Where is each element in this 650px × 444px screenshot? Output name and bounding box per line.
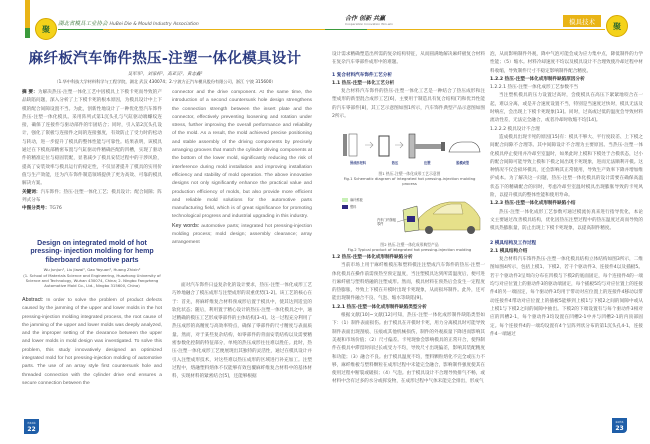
header-yellow-bar — [25, 0, 30, 28]
association-name-en: HuBei Die & Mould Industry Association — [109, 22, 199, 27]
door-plastic-part — [407, 216, 415, 222]
keywords-en-text: automotive parts; integrated hot pressing-injection molding process; mold design; assembly clearance; array arrangement — [172, 223, 313, 246]
fig1-press — [379, 136, 389, 156]
fig1-arrow-2 — [395, 142, 403, 148]
fig2-legend-label: 麻纤维板 — [350, 198, 363, 202]
association-name — [58, 21, 199, 28]
figure-1-caption-cn: 图1 热压-注塑一体化成形工艺示意图 — [378, 171, 441, 176]
abstract-en-part1 — [22, 296, 162, 386]
motto-en: Cooperation Innovation Win-win — [345, 22, 394, 26]
keywords-cn-text: 汽车饰件；热压-注塑一体化工艺；模具设计；配合间隙；阵列式分布 — [22, 189, 162, 203]
fig1-label: 预成形坯料 — [349, 161, 366, 165]
article-authors-en: Wu Junjun¹, Liu Jiazai¹, Gao Yayuan², Huang Zhixin² — [43, 267, 141, 273]
section-1-heading: 1 复合材料汽车饰件工艺分析 — [332, 72, 392, 78]
header-rule-yellow-right — [367, 29, 605, 30]
column-4 — [490, 51, 643, 384]
motto-cn: 合作 创新 共赢 — [345, 15, 386, 22]
page-number-badge-right — [612, 418, 627, 433]
article-affiliation: （1.华中科技大学材料科学与工程学院，湖北 武汉 430074；2.宁波方正汽车模具股份有限公司，浙江 宁波 315600） — [54, 79, 276, 84]
figure-2-caption-en: Fig.2 Typical product of integrated hot pressing-injection molding — [347, 247, 472, 252]
header-rule-green — [58, 29, 103, 30]
fig2-legend-item — [342, 205, 363, 209]
legend-swatch-plastic — [342, 205, 348, 209]
car-wheel-front — [425, 226, 433, 234]
abstract-en-text-2: connector and the drive component. At the same time, the introduction of a second countersunk hole design strengthens the connection strength between the insert plate and the connector, effectively preventing loosening and rotation under stress, further improving the overall performance and reliability of the mold. As a result, the mold achieved precise positioning and stable assembly of the driving components by precisely arranging grooves that match the cylinder driving components at the bottom of the lower mold, significantly reducing the risk of interference during mold installation and improving installation efficiency and stability of mold operation. The above innovative designs not only significantly enhance the practical value and production efficiency of molds, but also provide more efficient and reliable mold solutions for the automotive parts manufacturing field, which is of great significance for promoting technological progress and industrial upgrading in this industry. — [172, 90, 312, 220]
fig1-labels — [337, 161, 482, 165]
fig2-callout: 汽车门内饰板零件 — [377, 218, 397, 226]
section-1-2-1-heading: 1.2.1 热压-注塑一体化成形制件缺陷类型分析 — [332, 304, 427, 310]
article-title-en: Design on integrated mold of hot pressing- injection molding for hemp fiberboard automotive parts — [30, 240, 154, 264]
abstract-cn-text: 为解决热压-注塑一体化工艺中因模具上下模卡死而导致的产品缺陷问题，深入分析了上下模卡死的根本原因，为模具设计中上下模的配合间隙设置不当。为此，创新性地设计了一种优化型汽车饰件热压-注塑一体化模具。采用阵列式第1沉头孔与气缸驱动端螺纹连接，确保了连接件与驱动部件的牢固结合；同时，引入第2沉头孔设计，强化了嵌板与连接件之间的连接强度，有效防止了受力时的松动与转动，进一步提升了模具的整体性能与可靠性。结果表明，该模具通过在下模底部精密布置与气缸驱动件精确匹配的凹槽，实现了驱动件的精准定位与稳固装配，显著减少了模具安装过程中的干涉风险，提高了安装效率与模具运行的稳定性，不仅显著提升了模具的实用价值与生产效能，还为汽车饰件制造领域提供了更为高效、可靠的模具解决方案。 — [22, 90, 162, 187]
section-1-2-1-text: 根据文献[10]~文献[12]可知，热压-注塑一体化成形制件缺陷类型如下：（1）制件表面损伤。由于模具在开模时卡死，用力分离模具时可能导致制件表面出现刮痕、压痕或其他机械损伤，制件的外观质量下降进而影响其美观和市场价值；（2）尺寸偏差。卡死现象会影响模具的正常开合，使得制件在模具中滞留时间过长或受力不均，导致尺寸出现偏差，影响其装配精度和功能；（3）融合不良。由于模具温度不均，塑料颗粒熔化不完全或压力不够，麻纤维板与塑料颗粒在成形过程中未能完全融合，影响制件强度使其在使用过程中断裂或破损；（4）气泡。由于模具设计不合理导致排气不畅，或材料中含有过多的水分或挥发物，在成形过程中气体未能完全排出，形成气 — [332, 313, 485, 385]
legend-swatch-hemp — [342, 198, 348, 202]
header-rule-yellow — [103, 29, 325, 30]
logo-glyph: 聚 — [613, 21, 621, 31]
car-wheel-rear — [467, 226, 475, 234]
section-1-2-2-2-heading: 1.2.2.2 模具设计不合理 — [490, 126, 540, 132]
page-number-badge-left — [24, 419, 39, 434]
section-2-1-heading: 2.1 模具结构介绍 — [490, 248, 528, 254]
intro-text: 面对汽车饰件日益复杂化的设计要求，热压-注塑一体化成形工艺巧妙地融合了模压成形与注塑成形的双重优势[1-2]。该工艺的核心在于：首先，将麻纤维复合材料预成形后置于模具中，使其达到适宜的软化状态；随后，利用置于精心设计的热压-注塑一体化模具之中，通过精确的模压工艺形成零部件的主体结构[3-4]。这一过程充分利用了热压成形的高精度与高效率特点，确保了零部件的尺寸精度与表面质量。然而，对于某些复杂结构，如零部件的背面安装结构以及需要精密参数化控制的特征部分，单纯的热压成形往往难以胜任。此时，热压-注塑一体化成形工艺便展现出其独特的灵活性，通过在模具设计并引入注塑成形技术，对这些难以热压成形的区域进行补充加工。注塑过程中，熔融塑料熔体不仅能够有效包覆麻纤维复合材料中的基体材料，实现材料的紧密结合[5]，还能够根据 — [172, 283, 312, 380]
figure-2-caption — [337, 242, 482, 252]
section-1-2-2-2-text: 造成模具出现卡死的原因[15]有：模具不够大、平行度较差、上下模之间配合间隙不合理等。其中间隙设计不合理为主要原因。当热压-注塑一体化模具停止使用并冷却至室温时，如果此时上模和下模处于合模状态，过小的配合间隙可能导致上模和下模之间出现卡死现象，进而无法顺利开模。这种情况不仅会损坏模具，还会影响其正常使用，导致生产效率下降并增加维护成本。为了解决这一问题，热压-注塑一体化模具的设计需要在确保高温状态下的精确配合的同时，考虑冷却至室温时模具出现膨胀导致的卡死风险，以提升模具的整体性能和使用寿命。 — [490, 134, 643, 199]
section-1-2-2-1-heading: 1.2.2.1 热压-注塑一体化成形工艺参数不当 — [490, 85, 579, 91]
article-affiliation-en: (1. School of Materials Science and Engineering, Huazhong University of Science and Technology, Wuhan 430074, China; 2. Ningbo Fangzheng Automotive Mold Co., Ltd., Ningbo 315600, China) — [23, 273, 161, 289]
right-page — [325, 0, 650, 444]
fig1-mold — [349, 134, 357, 156]
fig1-product — [449, 142, 480, 152]
fig1-inject-barrel — [415, 144, 441, 149]
section-2-1-text: 复合材料汽车饰件热压-注塑一体化模具结构立体结构如图3所示，二维图如图4所示，包括上模1、下模2、若干个驱动件3、连接件4以及插板5。若干个驱动件3呈周向分布在凹模与下模2的底面固定，每个连接件4的一端均与对应位置上的驱动件3的驱动端固定，每个插板5均与对应位置上的连接件4的另一端固定，每个驱动件3均用于带动对应位置上的连接件4移动以带动连接件4带动对应位置上的插板5能够到上模1与下模2之间的间隙中或从上模1与下模2之间的间隙中抽出。下模2的下端设置有与每个驱动件3相对应的凹槽2-1，每个驱动件3均设置在凹槽2-1中并与凹槽2-1的内顶部固定。每个连接件4的一端均设置有4个呈阵列状分布的第1沉头孔4-1，连接件4一端通过 — [490, 257, 643, 337]
abstract-en-text-1: In order to solve the problem of product defects caused by the jamming of the upper and lower molds in the hot pressing-injection molding integrated process, the root cause of the jamming of the upper and lower molds was deeply analyzed, and the improper setting of the clearance between the upper and lower molds in mold design was investigated. To solve this problem, this study innovatively designed an optimized integrated mold for hot pressing-injection molding of automotive parts. The use of an array style first countersunk hole and threaded connection with the cylinder drive end ensures a secure connection between the — [22, 298, 162, 386]
clc-value: TG76 — [49, 206, 62, 212]
fig2-legend-label: 塑料 — [350, 205, 357, 209]
fig1-arrow-1 — [365, 142, 373, 148]
section-1-2-text: 当前市场上用于麻纤维模压和塑料模注注塑成汽车饰件的热压-注塑一体化模具在操作前需预热至预定温度，当注塑模具达到所需温度后，便可进行麻纤板与塑料熔融的注塑成形。然而，模具材料在预热后会发生一定程度的热膨胀，导致上下模在开模时出现卡死现象，从而损坏制件。此外，还可能出现制件融合不良、气泡、缩水等缺陷[9]。 — [332, 263, 485, 302]
fig2-legend — [342, 198, 363, 209]
fig1-label: 脱模成型 — [456, 161, 470, 165]
page-number: 22 — [27, 426, 36, 433]
figure-2 — [337, 190, 482, 240]
logo-glyph: 聚 — [42, 24, 50, 34]
abstract-cn — [22, 89, 162, 239]
abstract-en-part2 — [172, 89, 312, 272]
section-1-2-heading: 1.2 热压-注塑一体化成形制件缺陷分析 — [332, 255, 413, 260]
page-badge-label: 湖北模具 — [615, 422, 624, 424]
column-3 — [332, 51, 485, 131]
association-name-cn: 湖北省模具工业协会 — [58, 21, 108, 27]
article-title: 麻纤板汽车饰件热压-注塑一体化模具设计 — [28, 50, 302, 67]
column-4-top-text: 泡，从而影响制件外观，降中气泡可能会成为应力集中点，降低制件的力学性能；（5）缩水。材料冷却速度不均以及模具设计不合理致使冷却过程中材料收缩，导致制件尺寸不稳定影响制件配合精度。 — [490, 52, 643, 74]
keywords-cn-label: 关键词： — [22, 189, 41, 195]
section-tag: 模具技术 — [563, 15, 601, 27]
fig1-inject-mold — [409, 134, 415, 158]
header-rule-green-right — [325, 29, 367, 30]
association-logo — [35, 18, 57, 40]
figure-1-caption-en: Fig.1 Schematic diagram of integrated hot pressing-injection molding process — [343, 176, 476, 186]
abstract-en-label: Abstract: — [22, 297, 44, 303]
article-authors: 吴军军¹，刘家梓¹，高亚沅²，黄志鑫² — [127, 72, 203, 77]
section-1-2-2-1-text: 当注塑机模具的压力设置过高时，会使模具在高压下紧紧地咬合在一起，难以分离，或是开合速度设置不当，特别是当速度过快时，模具无法及时响应，会出现上下模卡死现象[13]。同时，过高或过低的温度会导致材料流动性差，无法完全融合，或者冷却时收缩不均[14]。 — [490, 93, 643, 124]
column-3-lower — [332, 254, 485, 384]
fig1-label: 热压 — [391, 161, 399, 165]
figure-2-caption-cn: 图2 热压-注塑一体化成形典型产品 — [380, 242, 439, 247]
clc-label: 中图分类号： — [22, 206, 50, 212]
motto-block — [345, 15, 393, 26]
intro-continued: 设计需求精确塑造出所需的复杂结构特征，从而圆满地解决麻纤板复合材料在复杂汽车零部件成形中的难题。 — [332, 52, 485, 66]
section-1-2-3-heading: 1.2.3 热压-注塑一体化成形制件缺陷小结 — [490, 201, 576, 207]
fig1-plate — [343, 134, 347, 156]
figure-1 — [337, 132, 482, 168]
page-number: 23 — [615, 425, 624, 432]
abstract-cn-label: 摘 要： — [22, 90, 38, 95]
english-title-block — [22, 240, 162, 288]
fig1-nozzle — [441, 142, 445, 151]
section-1-2-3-text: 热压-注塑一体化成形工艺参数可通过模流仿真来进行指导优化，本论文主要通过改善模具结构，优化因热压注塑过程中的热压温度过高而导致的模具热膨胀量，防止出现上下模卡死现象，以提高制件精度。 — [490, 209, 643, 232]
association-logo-right — [606, 15, 628, 37]
section-1-1-text: 复合材料汽车饰件的热压-注塑一体化工艺是一种结合了热压成形和注塑成形的新型混合成形工艺[6]，主要用于制造具有复合结构[7]和优异性能的汽车零部件[8]，其工艺示意图如图1所示，汽车饰件典型产品示意图如图2所示。 — [332, 89, 485, 120]
header-green-bar — [25, 28, 30, 38]
section-2-heading: 2 模具结构及工作过程 — [490, 240, 537, 246]
section-1-2-2-heading: 1.2.2 热压-注塑一体化成形制件缺陷原因分析 — [490, 76, 585, 82]
figure-1-diagram — [337, 132, 482, 160]
fig1-label: 注塑 — [424, 161, 431, 165]
keywords-en-label: Key words: — [172, 222, 200, 229]
fig2-legend-item — [342, 198, 363, 202]
figure-1-caption — [337, 171, 482, 186]
section-1-1-heading: 1.1 热压-注塑一体化工艺分析 — [332, 80, 395, 86]
page-badge-label: 模具制造 — [27, 423, 36, 425]
